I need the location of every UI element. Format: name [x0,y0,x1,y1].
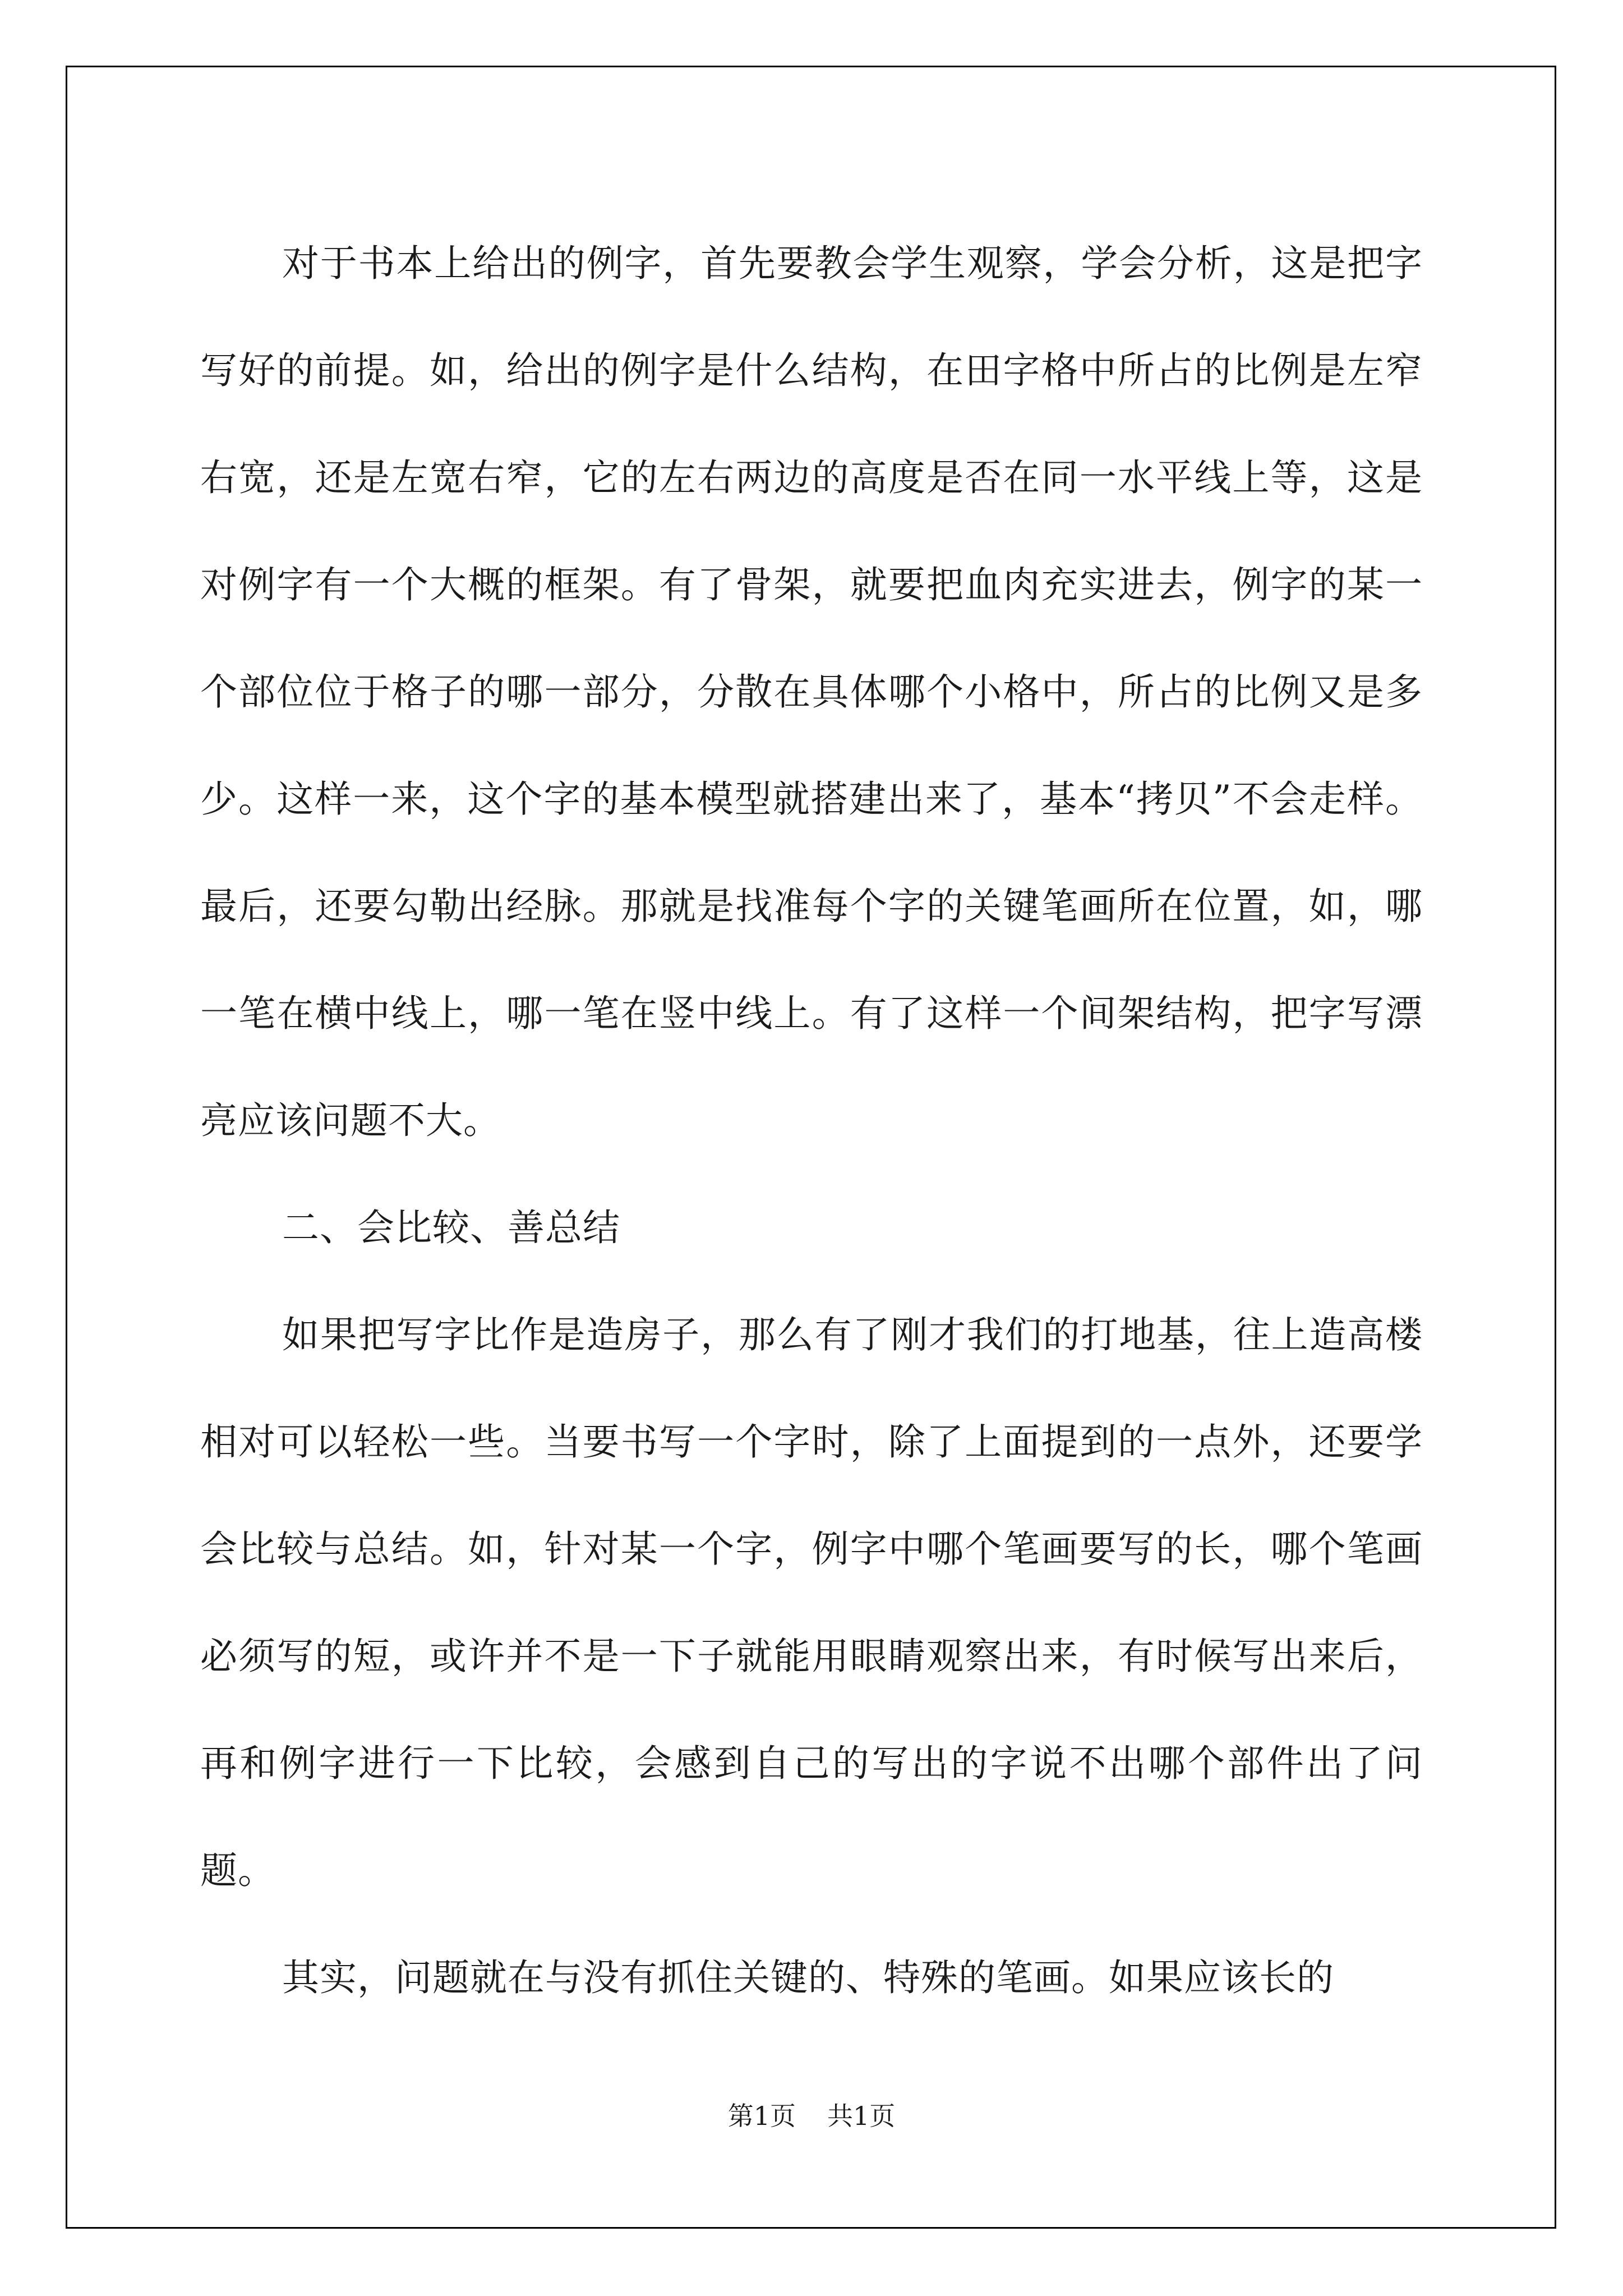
page-total: 共1页 [827,2101,896,2131]
paragraph-key-strokes: 其实，问题就在与没有抓住关键的、特殊的笔画。如果应该长的 [282,1956,1334,1999]
document-body [200,210,1423,2031]
page-number: 第1页 [727,2101,796,2131]
paragraph-building-analogy: 如果把写字比作是造房子，那么有了刚才我们的打地基，往上造高楼相对可以轻松一些。当要书写一个字时，除了上面提到的一点外，还要学会比较与总结。如，针对某一个字，例字中哪个笔画要写的长，哪个笔画必须写的短，或许并不是一下子就能用眼睛观察出来，有时候写出来后，再和例字进行一下比较，会感到自己的写出的字说不出哪个部件出了问题。 [200,1313,1423,1892]
section-heading-compare-summarize: 二、会比较、善总结 [282,1206,620,1249]
paragraph-example-characters: 对于书本上给出的例字，首先要教会学生观察，学会分析，这是把字写好的前提。如，给出的例字是什么结构，在田字格中所占的比例是左窄右宽，还是左宽右窄，它的左右两边的高度是否在同一水平线上等，这是对例字有一个大概的框架。有了骨架，就要把血肉充实进去，例字的某一个部位位于格子的哪一部分，分散在具体哪个小格中，所占的比例又是多少。这样一来，这个字的基本模型就搭建出来了，基本“拷贝”不会走样。最后，还要勾勒出经脉。那就是找准每个字的关键笔画所在位置，如，哪一笔在横中线上，哪一笔在竖中线上。有了这样一个间架结构，把字写漂亮应该问题不大。 [200,242,1423,1142]
page-footer [0,2099,1623,2133]
